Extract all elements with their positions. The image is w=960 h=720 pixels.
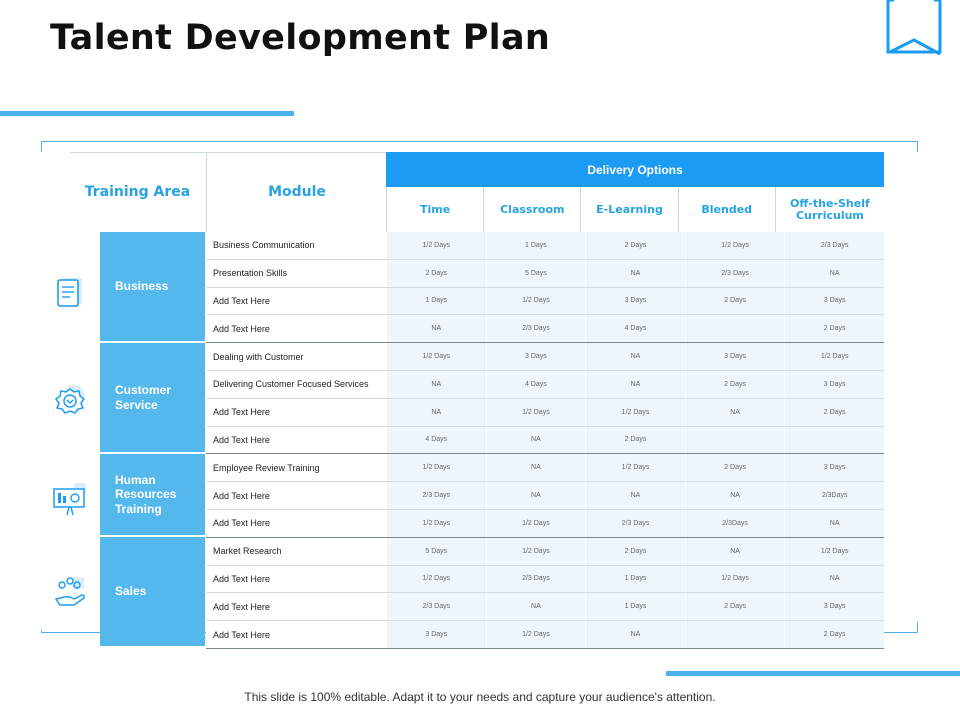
value-cell: 1/2 Days <box>386 566 486 593</box>
value-cell: NA <box>784 566 884 593</box>
value-cell: 2 Days <box>585 427 685 454</box>
value-cell: 1/2 Days <box>685 566 785 593</box>
value-cell: NA <box>386 371 486 398</box>
module-cell: Add Text Here <box>206 621 386 648</box>
value-cell: NA <box>585 343 685 370</box>
value-cell: 1/2 Days <box>784 343 884 370</box>
table-row <box>206 427 884 455</box>
value-cell: 2 Days <box>685 593 785 620</box>
footer-note: This slide is 100% editable. Adapt it to your needs and capture your audience's attention. <box>244 690 716 704</box>
value-cell: NA <box>784 260 884 287</box>
value-cell: 2/3 Days <box>486 566 586 593</box>
value-cell: 1/2 Days <box>486 621 586 648</box>
value-cell: NA <box>685 482 785 509</box>
value-cell: NA <box>585 621 685 648</box>
area-human-resources: Human Resources Training <box>100 454 205 537</box>
value-cell: NA <box>386 315 486 342</box>
value-cell: 2/3 Days <box>784 232 884 259</box>
value-cell <box>685 427 785 454</box>
value-cell: 3 Days <box>784 593 884 620</box>
value-cell: 1/2 Days <box>386 510 486 537</box>
value-cell: NA <box>784 510 884 537</box>
module-cell: Business Communication <box>206 232 386 259</box>
value-cell: 2 Days <box>585 232 685 259</box>
page-title: Talent Development Plan <box>50 18 551 58</box>
value-cell: 1/2 Days <box>784 538 884 565</box>
value-cell: 3 Days <box>486 343 586 370</box>
value-cell: 2/3 Days <box>386 482 486 509</box>
value-cell: 1/2 Days <box>685 232 785 259</box>
table-row <box>206 454 884 482</box>
module-cell: Market Research <box>206 538 386 565</box>
column-header-off-the-shelf: Off-the-Shelf Curriculum <box>775 187 884 232</box>
module-cell: Add Text Here <box>206 315 386 342</box>
column-header-elearning: E-Learning <box>580 187 677 232</box>
area-customer-service: Customer Service <box>100 343 205 454</box>
table-row <box>206 232 884 260</box>
presentation-icon <box>50 481 90 521</box>
table-row <box>206 260 884 288</box>
table-row <box>206 315 884 343</box>
document-icon <box>50 272 90 312</box>
value-cell: 3 Days <box>784 454 884 481</box>
column-header-blended: Blended <box>678 187 775 232</box>
table-row <box>206 510 884 538</box>
value-cell: NA <box>486 427 586 454</box>
column-header-time: Time <box>386 187 483 232</box>
value-cell: 2 Days <box>784 399 884 426</box>
value-cell: 1/2 Days <box>486 510 586 537</box>
value-cell: 5 Days <box>386 538 486 565</box>
value-cell: NA <box>585 260 685 287</box>
training-area-header: Training Area <box>84 184 191 200</box>
value-cell: 3 Days <box>784 288 884 315</box>
value-cell: 2 Days <box>685 454 785 481</box>
frame-gap-right <box>884 152 924 622</box>
value-cell: 1 Days <box>486 232 586 259</box>
column-header-classroom: Classroom <box>483 187 580 232</box>
value-cell: 3 Days <box>386 621 486 648</box>
bottom-accent-line <box>666 671 960 676</box>
value-cell: NA <box>685 538 785 565</box>
bookmark-icon <box>886 0 942 58</box>
value-cell: 1 Days <box>585 566 685 593</box>
table-row <box>206 399 884 427</box>
value-cell: 2/3 Days <box>386 593 486 620</box>
value-cell: 2/3Days <box>784 482 884 509</box>
module-cell: Add Text Here <box>206 482 386 509</box>
value-cell: 2 Days <box>784 621 884 648</box>
area-sales: Sales <box>100 537 205 648</box>
value-cell: 2/3 Days <box>486 315 586 342</box>
module-cell: Dealing with Customer <box>206 343 386 370</box>
delivery-options-header: Delivery Options <box>386 152 884 187</box>
value-cell: 2/3 Days <box>685 260 785 287</box>
value-cell: 2 Days <box>784 315 884 342</box>
table-row <box>206 621 884 649</box>
value-cell: 2 Days <box>685 371 785 398</box>
module-cell: Delivering Customer Focused Services <box>206 371 386 398</box>
value-cell: 2 Days <box>585 538 685 565</box>
value-cell <box>685 315 785 342</box>
value-cell: NA <box>585 371 685 398</box>
value-cell <box>784 427 884 454</box>
module-cell: Employee Review Training <box>206 454 386 481</box>
value-cell: NA <box>486 482 586 509</box>
value-cell: NA <box>685 399 785 426</box>
value-cell: NA <box>386 399 486 426</box>
value-cell: 1/2 Days <box>486 538 586 565</box>
module-header: Module <box>206 152 387 232</box>
module-cell: Add Text Here <box>206 593 386 620</box>
value-cell: 4 Days <box>386 427 486 454</box>
module-cell: Add Text Here <box>206 510 386 537</box>
value-cell: 2/3Days <box>685 510 785 537</box>
table-row <box>206 371 884 399</box>
value-cell: 1/2 Days <box>386 343 486 370</box>
value-cell: NA <box>486 454 586 481</box>
value-cell: 1/2 Days <box>585 454 685 481</box>
value-cell: 1 Days <box>386 288 486 315</box>
value-cell: 1 Days <box>585 593 685 620</box>
value-cell: 5 Days <box>486 260 586 287</box>
training-areas <box>100 232 205 648</box>
table-row <box>206 538 884 566</box>
value-cell: 1/2 Days <box>386 454 486 481</box>
value-cell: 2 Days <box>685 288 785 315</box>
area-business: Business <box>100 232 205 343</box>
table-row <box>206 288 884 316</box>
value-cell <box>685 621 785 648</box>
module-cell: Add Text Here <box>206 399 386 426</box>
value-cell: 3 Days <box>784 371 884 398</box>
module-cell: Add Text Here <box>206 566 386 593</box>
money-hand-icon <box>50 573 90 613</box>
value-cell: 3 Days <box>585 288 685 315</box>
value-cell: 1/2 Days <box>585 399 685 426</box>
module-cell: Add Text Here <box>206 427 386 454</box>
table-body <box>206 232 884 649</box>
badge-icon <box>50 380 90 420</box>
value-cell: 4 Days <box>486 371 586 398</box>
module-cell: Presentation Skills <box>206 260 386 287</box>
value-cell: 4 Days <box>585 315 685 342</box>
table-row <box>206 566 884 594</box>
value-cell: 1/2 Days <box>486 288 586 315</box>
value-cell: 1/2 Days <box>386 232 486 259</box>
value-cell: NA <box>585 482 685 509</box>
value-cell: NA <box>486 593 586 620</box>
table-row <box>206 482 884 510</box>
table-row <box>206 343 884 371</box>
delivery-subheader <box>386 187 884 233</box>
title-underline <box>0 111 294 116</box>
value-cell: 1/2 Days <box>486 399 586 426</box>
table-row <box>206 593 884 621</box>
module-cell: Add Text Here <box>206 288 386 315</box>
value-cell: 3 Days <box>685 343 785 370</box>
value-cell: 2/3 Days <box>585 510 685 537</box>
value-cell: 2 Days <box>386 260 486 287</box>
